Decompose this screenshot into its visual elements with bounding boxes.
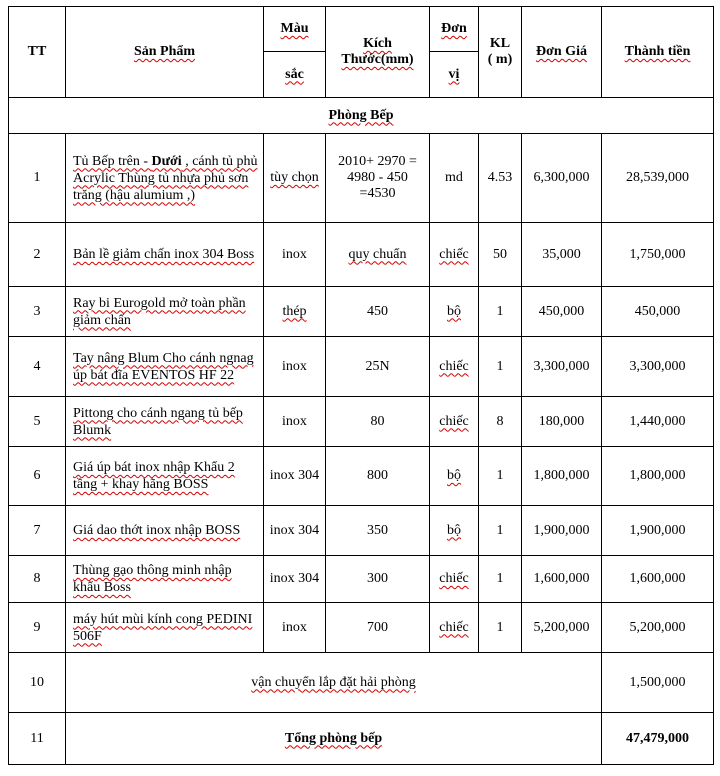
cell-price: 1,900,000 — [522, 506, 602, 556]
cell-color: inox — [264, 397, 326, 447]
cell-tt: 2 — [9, 223, 66, 287]
shipping-total: 1,500,000 — [602, 653, 714, 713]
table-row — [9, 506, 714, 556]
table-row — [9, 556, 714, 603]
shipping-label: vận chuyển lắp đặt hải phòng — [66, 653, 602, 713]
cell-color: inox — [264, 603, 326, 653]
cell-kl: 1 — [479, 603, 522, 653]
cell-kl: 8 — [479, 397, 522, 447]
cell-unit: chiếc — [430, 603, 479, 653]
cell-price: 180,000 — [522, 397, 602, 447]
cell-size: 350 — [326, 506, 430, 556]
cell-total: 1,800,000 — [602, 447, 714, 506]
cell-tt: 10 — [9, 653, 66, 713]
header-color-bottom: sắc — [264, 52, 326, 98]
cell-tt: 5 — [9, 397, 66, 447]
shipping-row — [9, 653, 714, 713]
cell-total: 450,000 — [602, 287, 714, 337]
table-row — [9, 337, 714, 397]
cell-product: Giá dao thớt inox nhập BOSS — [66, 506, 264, 556]
cell-color: inox — [264, 337, 326, 397]
header-product: Sản Phẩm — [66, 7, 264, 98]
header-color-top: Màu — [264, 7, 326, 52]
table-row — [9, 287, 714, 337]
cell-total: 1,600,000 — [602, 556, 714, 603]
cell-price: 6,300,000 — [522, 134, 602, 223]
header-tt: TT — [9, 7, 66, 98]
cell-tt: 6 — [9, 447, 66, 506]
header-total: Thành tiền — [602, 7, 714, 98]
summary-label: Tổng phòng bếp — [66, 713, 602, 765]
cell-size: 300 — [326, 556, 430, 603]
cell-size: 800 — [326, 447, 430, 506]
cell-tt: 9 — [9, 603, 66, 653]
cell-kl: 1 — [479, 337, 522, 397]
header-kl: KL ( m) — [479, 7, 522, 98]
table-row — [9, 603, 714, 653]
cell-size: 80 — [326, 397, 430, 447]
cell-size: 700 — [326, 603, 430, 653]
section-title: Phòng Bếp — [9, 98, 714, 134]
cell-product: Thùng gạo thông minh nhập khẩu Boss — [66, 556, 264, 603]
cell-color: tùy chọn — [264, 134, 326, 223]
cell-size: 450 — [326, 287, 430, 337]
cell-color: thép — [264, 287, 326, 337]
table-row — [9, 397, 714, 447]
cell-total: 1,750,000 — [602, 223, 714, 287]
quotation-table — [8, 6, 714, 765]
cell-price: 35,000 — [522, 223, 602, 287]
cell-price: 1,600,000 — [522, 556, 602, 603]
cell-product: Ray bi Eurogold mở toàn phần giảm chấn — [66, 287, 264, 337]
cell-price: 450,000 — [522, 287, 602, 337]
cell-color: inox 304 — [264, 556, 326, 603]
header-unit-price: Đơn Giá — [522, 7, 602, 98]
cell-total: 5,200,000 — [602, 603, 714, 653]
cell-tt: 3 — [9, 287, 66, 337]
cell-color: inox 304 — [264, 506, 326, 556]
cell-color: inox — [264, 223, 326, 287]
cell-unit: chiếc — [430, 397, 479, 447]
cell-unit: bộ — [430, 506, 479, 556]
cell-product: máy hút mùi kính cong PEDINI 506F — [66, 603, 264, 653]
cell-unit: md — [430, 134, 479, 223]
cell-total: 1,440,000 — [602, 397, 714, 447]
cell-tt: 1 — [9, 134, 66, 223]
cell-total: 28,539,000 — [602, 134, 714, 223]
cell-unit: chiếc — [430, 337, 479, 397]
cell-kl: 50 — [479, 223, 522, 287]
cell-kl: 4.53 — [479, 134, 522, 223]
cell-product: Pittong cho cánh ngang tủ bếp Blumk — [66, 397, 264, 447]
cell-kl: 1 — [479, 447, 522, 506]
header-unit-bottom: vị — [430, 52, 479, 98]
cell-price: 5,200,000 — [522, 603, 602, 653]
cell-size: 2010+ 2970 = 4980 - 450 =4530 — [326, 134, 430, 223]
cell-product: Tay nâng Blum Cho cánh ngnag úp bát đĩa EVENTOS HF 22 — [66, 337, 264, 397]
header-size: Kích Thước(mm) — [326, 7, 430, 98]
header-unit-top: Đơn — [430, 7, 479, 52]
cell-product: Giá úp bát inox nhập Khẩu 2 tầng + khay hãng BOSS — [66, 447, 264, 506]
cell-product: Tủ Bếp trên - Dưới , cánh tủ phủ Acrylic Thùng tủ nhựa phủ sơn trăng (hậu alumium ,) — [66, 134, 264, 223]
cell-tt: 4 — [9, 337, 66, 397]
cell-unit: bộ — [430, 287, 479, 337]
cell-price: 1,800,000 — [522, 447, 602, 506]
cell-color: inox 304 — [264, 447, 326, 506]
cell-kl: 1 — [479, 506, 522, 556]
cell-kl: 1 — [479, 556, 522, 603]
cell-unit: chiếc — [430, 556, 479, 603]
cell-unit: bộ — [430, 447, 479, 506]
table-row — [9, 223, 714, 287]
cell-size: quy chuẩn — [326, 223, 430, 287]
cell-tt: 8 — [9, 556, 66, 603]
cell-total: 1,900,000 — [602, 506, 714, 556]
cell-product: Bản lề giảm chấn inox 304 Boss — [66, 223, 264, 287]
table-row — [9, 134, 714, 223]
cell-total: 3,300,000 — [602, 337, 714, 397]
summary-total: 47,479,000 — [602, 713, 714, 765]
cell-size: 25N — [326, 337, 430, 397]
cell-tt: 11 — [9, 713, 66, 765]
summary-row — [9, 713, 714, 765]
cell-unit: chiếc — [430, 223, 479, 287]
table-row — [9, 447, 714, 506]
cell-kl: 1 — [479, 287, 522, 337]
cell-price: 3,300,000 — [522, 337, 602, 397]
cell-tt: 7 — [9, 506, 66, 556]
